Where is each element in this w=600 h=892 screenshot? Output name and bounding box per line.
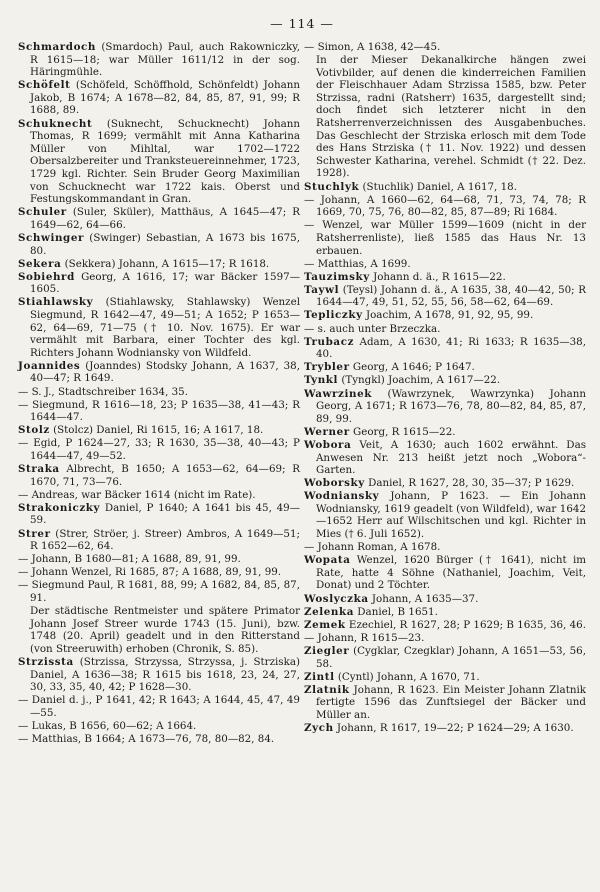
entry bbox=[304, 219, 586, 257]
entry bbox=[18, 566, 300, 579]
entry-surname: Schmardoch bbox=[18, 41, 97, 53]
entry-text: (Stiahlawsky, Stahlawsky) Wenzel Siegmund, R 1642—47, 49—51; A 1652; P 1653—62, 64—69, 71—75 († 10. Nov. 1675). Er war vermählt mit Barbara, einer Tochter des kgl. Richters Johann Wodniansky von Wildfeld. bbox=[30, 296, 300, 359]
entry-surname: Zemek bbox=[304, 618, 346, 631]
entry-text: — Matthias, B 1664; A 1673—76, 78, 80—82, 84. bbox=[18, 733, 275, 746]
entry-surname: Tauzimsky bbox=[304, 270, 370, 283]
entry-surname: Strakoniczky bbox=[18, 501, 101, 514]
entry bbox=[18, 79, 300, 117]
entry bbox=[18, 360, 300, 385]
entry-surname: Stuchlyk bbox=[304, 180, 360, 193]
entry-text: Adam, A 1630, 41; Ri 1633; R 1635—38, 40. bbox=[316, 335, 586, 361]
entry-surname: Schuknecht bbox=[18, 117, 93, 130]
entry bbox=[304, 258, 586, 271]
entry bbox=[304, 439, 586, 477]
entry-text: (Joanndes) Stodsky Johann, A 1637, 38, 40—47; R 1649. bbox=[30, 359, 300, 385]
entry-surname: Wodniansky bbox=[304, 490, 380, 503]
entry-surname: Trybler bbox=[304, 361, 350, 374]
page-number: — 114 — bbox=[270, 16, 334, 31]
entry-text: Georg, A 1646; P 1647. bbox=[349, 361, 475, 374]
entry-text: (Stolcz) Daniel, Ri 1615, 16; A 1617, 18. bbox=[49, 424, 264, 437]
entry bbox=[304, 271, 586, 284]
entry bbox=[304, 388, 586, 426]
entry-text: — S. J., Stadtschreiber 1634, 35. bbox=[18, 385, 189, 398]
entry-text: Georg, A 1616, 17; war Bäcker 1597—1605. bbox=[30, 270, 300, 296]
entry-surname: Woborsky bbox=[304, 477, 365, 490]
entry-text: (Strzissa, Strzyssa, Strzyssa, j. Strziska) Daniel, A 1636—38; R 1615 bis 1618, 23, 24, 27, 30, 33, 35, 40, 42; P 1628—30. bbox=[30, 656, 300, 694]
entry-surname: Joannides bbox=[18, 359, 81, 372]
entry-text: Daniel, B 1651. bbox=[354, 605, 438, 618]
entry-text: (Wawrzynek, Wawrzynka) Johann Georg, A 1671; R 1673—76, 78, 80—82, 84, 85, 87, 89, 99. bbox=[316, 387, 586, 425]
entry-surname: Zintl bbox=[304, 670, 335, 683]
entry-surname: Zelenka bbox=[304, 605, 355, 618]
entry-text: (Schöfeld, Schöffhold, Schönfeldt) Johann Jakob, B 1674; A 1678—82, 84, 85, 87, 91, 99; R 1688, 89. bbox=[30, 79, 300, 117]
entry bbox=[18, 605, 300, 655]
entry-text: (Tyngkl) Joachim, A 1617—22. bbox=[338, 374, 501, 387]
entry bbox=[304, 606, 586, 619]
entry bbox=[18, 502, 300, 527]
entry-text: — Johann, A 1660—62, 64—68, 71, 73, 74, 78; R 1669, 70, 75, 76, 80—82, 85, 87—89; Ri 1684. bbox=[304, 193, 586, 219]
entry-surname: Wopata bbox=[304, 554, 351, 567]
entry bbox=[304, 541, 586, 554]
entry-surname: Tepliczky bbox=[304, 309, 363, 322]
entry bbox=[304, 619, 586, 632]
entry bbox=[18, 733, 300, 746]
entry bbox=[304, 361, 586, 374]
entry-text: Daniel, P 1640; A 1641 bis 45, 49—59. bbox=[30, 501, 300, 527]
entry-text: (Suler, Sküler), Matthäus, A 1645—47; R 1649—62, 64—66. bbox=[30, 206, 300, 231]
entry-surname: Trubacz bbox=[304, 335, 355, 348]
entry bbox=[18, 118, 300, 206]
entry bbox=[304, 194, 586, 219]
entry-text: (Swinger) Sebastian, A 1673 bis 1675, 80. bbox=[30, 231, 300, 257]
entry bbox=[304, 323, 586, 336]
entry bbox=[18, 386, 300, 399]
entry bbox=[304, 593, 586, 606]
entry bbox=[304, 181, 586, 194]
entry-text: — Wenzel, war Müller 1599—1609 (nicht in der Ratsherrenliste), ließ 1585 das Haus Nr. 13 erbauen. bbox=[304, 219, 586, 257]
entry bbox=[18, 553, 300, 566]
entry-text: Daniel, R 1627, 28, 30, 35—37; P 1629. bbox=[364, 477, 575, 490]
entry-surname: Schwinger bbox=[18, 231, 85, 244]
entry bbox=[18, 424, 300, 437]
entry-text: — Simon, A 1638, 42—45. bbox=[304, 41, 441, 53]
entry-surname: Strer bbox=[18, 527, 51, 540]
entry-text: — Andreas, war Bäcker 1614 (nicht im Rate). bbox=[18, 488, 256, 501]
entry-text: (Cyntl) Johann, A 1670, 71. bbox=[334, 670, 480, 683]
entry bbox=[18, 656, 300, 694]
entry bbox=[18, 720, 300, 733]
entry-text: (Cygklar, Czegklar) Johann, A 1651—53, 56, 58. bbox=[316, 644, 586, 670]
entry bbox=[304, 54, 586, 180]
entry-text: Wenzel, 1620 Bürger († 1641), nicht im Rate, hatte 4 Söhne (Nathaniel, Joachim, Veit, Donat) und 2 Töchter. bbox=[316, 554, 586, 592]
entry-surname: Tynkl bbox=[304, 374, 339, 387]
entry-surname: Schuler bbox=[18, 206, 67, 219]
left-column bbox=[18, 41, 300, 746]
entry-surname: Stolz bbox=[18, 424, 50, 437]
entry bbox=[304, 336, 586, 361]
entry-text: Ezechiel, R 1627, 28; P 1629; B 1635, 36, 46. bbox=[345, 618, 586, 631]
entry-text: — Siegmund Paul, R 1681, 88, 99; A 1682, 84, 85, 87, 91. bbox=[18, 579, 300, 605]
entry-surname: Ziegler bbox=[304, 644, 350, 657]
entry-text: Joachim, A 1678, 91, 92, 95, 99. bbox=[362, 309, 534, 322]
entry-text: Johann, P 1623. — Ein Johann Wodniansky, 1619 geadelt (von Wildfeld), war 1642—1652 Herr auf Wilschitschen und kgl. Richter in Mies († 6. Juli 1652). bbox=[316, 490, 586, 541]
entry bbox=[304, 632, 586, 645]
entry-text: — Johann Roman, A 1678. bbox=[304, 541, 441, 554]
entry-text: — Matthias, A 1699. bbox=[304, 257, 411, 270]
entry-text: Johann, A 1635—37. bbox=[368, 592, 479, 605]
entry bbox=[304, 374, 586, 387]
entry-text: Johann, R 1623. Ein Meister Johann Zlatnik fertigte 1596 das Zunftsiegel der Bäcker und Müller an. bbox=[316, 683, 586, 721]
entry bbox=[304, 477, 586, 490]
entry-text: Johann d. ä., R 1615—22. bbox=[369, 270, 506, 283]
right-column bbox=[304, 41, 586, 746]
entry-surname: Straka bbox=[18, 463, 60, 476]
entry bbox=[18, 41, 300, 79]
entry-text: Veit, A 1630; auch 1602 erwähnt. Das Anwesen Nr. 213 heißt jetzt noch „Wobora“-Garten. bbox=[316, 438, 586, 477]
entry-text: (Sekkera) Johann, A 1615—17; R 1618. bbox=[61, 257, 270, 270]
entry-text: — Siegmund, R 1616—18, 23; P 1635—38, 41—43; R 1644—47. bbox=[18, 398, 300, 424]
entry-text: — Lukas, B 1656, 60—62; A 1664. bbox=[18, 719, 197, 732]
entry-surname: Woslyczka bbox=[304, 592, 369, 605]
entry-surname: Zlatnik bbox=[304, 683, 350, 696]
entry bbox=[304, 41, 586, 54]
entry bbox=[304, 671, 586, 684]
entry-text: — Johann, B 1680—81; A 1688, 89, 91, 99. bbox=[18, 553, 241, 566]
entry-text: Georg, R 1615—22. bbox=[349, 425, 456, 438]
entry bbox=[18, 206, 300, 231]
entry-text: (Suknecht, Schucknecht) Johann Thomas, R 1699; vermählt mit Anna Katharina Müller von Mihltal, war 1702—1722 Obersalzbereiter und Tranksteuereinnehmer, 1723, 1729 kgl. Richter. Sein Bruder Georg Maximilian von Schucknecht war 1722 kais. Oberst und Festungskommandant in Gran. bbox=[30, 117, 300, 206]
entry bbox=[304, 722, 586, 735]
entry bbox=[18, 232, 300, 257]
entry-text: Albrecht, B 1650; A 1653—62, 64—69; R 1670, 71, 73—76. bbox=[30, 463, 300, 488]
entry bbox=[304, 645, 586, 670]
entry-surname: Wawrzinek bbox=[304, 387, 372, 400]
entry-text: Johann, R 1617, 19—22; P 1624—29; A 1630. bbox=[333, 721, 574, 734]
entry bbox=[18, 579, 300, 604]
entry-text: (Teysl) Johann d. ä., A 1635, 38, 40—42, 50; R 1644—47, 49, 51, 52, 55, 56, 58—62, 64—69. bbox=[316, 283, 586, 309]
entry-text: In der Mieser Dekanalkirche hängen zwei Votivbilder, auf denen die kinderreichen Familien der Fleischhauer Adam Strzissa 1585, bzw. Peter Strzissa, radni (Ratsherr) 1635, dargestellt sind; doch findet sich letzterer nicht in den Ratsherrenverzeichnissen des Ausgabenbuches. Das Geschlecht der Strziska erlosch mit dem Tode des Hans Strziska († 11. Nov. 1922) und dessen Schwester Katharina, verehel. Schmidt († 22. Dez. 1928). bbox=[316, 54, 586, 180]
entry bbox=[18, 694, 300, 719]
entry bbox=[304, 284, 586, 309]
entry-text: — Daniel d. j., P 1641, 42; R 1643; A 1644, 45, 47, 49—55. bbox=[18, 694, 300, 719]
entry-text: (Strer, Ströer, j. Streer) Ambros, A 1649—51; R 1652—62, 64. bbox=[30, 527, 300, 553]
entry bbox=[18, 437, 300, 462]
entry-surname: Wobora bbox=[304, 438, 352, 451]
entry-surname: Sobiehrd bbox=[18, 270, 75, 283]
entry-surname: Sekera bbox=[18, 257, 62, 270]
entry-text: — Johann, R 1615—23. bbox=[304, 631, 425, 644]
entry bbox=[18, 399, 300, 424]
entry bbox=[304, 426, 586, 439]
columns bbox=[18, 41, 586, 746]
entry-text: (Smardoch) Paul, auch Rakowniczky, R 1615—18; war Müller 1611/12 in der sog. Häringmühle. bbox=[30, 41, 300, 79]
entry-text: Der städtische Rentmeister und spätere Primator Johann Josef Streer wurde 1743 (15. Juni), bzw. 1748 (20. April) geadelt und in den Ritterstand (von Streeruwith) erhoben (Chronik, S. 85). bbox=[30, 605, 300, 655]
entry bbox=[304, 684, 586, 722]
entry bbox=[304, 490, 586, 540]
entry-surname: Stiahlawsky bbox=[18, 296, 94, 309]
entry bbox=[18, 271, 300, 296]
entry-surname: Werner bbox=[304, 425, 350, 438]
entry bbox=[18, 489, 300, 502]
entry-text: — Johann Wenzel, Ri 1685, 87; A 1688, 89, 91, 99. bbox=[18, 566, 282, 579]
entry bbox=[304, 554, 586, 592]
entry-text: (Stuchlik) Daniel, A 1617, 18. bbox=[359, 180, 517, 193]
entry-surname: Strzissta bbox=[18, 656, 74, 668]
entry bbox=[18, 463, 300, 488]
entry-text: — s. auch unter Brzeczka. bbox=[304, 322, 441, 335]
entry-surname: Zych bbox=[304, 721, 334, 734]
entry-text: — Egid, P 1624—27, 33; R 1630, 35—38, 40—43; P 1644—47, 49—52. bbox=[18, 437, 300, 462]
entry bbox=[304, 309, 586, 322]
entry-surname: Schöfelt bbox=[18, 79, 71, 92]
entry bbox=[18, 528, 300, 553]
entry bbox=[18, 296, 300, 359]
entry-surname: Taywl bbox=[304, 283, 340, 296]
entry bbox=[18, 258, 300, 271]
